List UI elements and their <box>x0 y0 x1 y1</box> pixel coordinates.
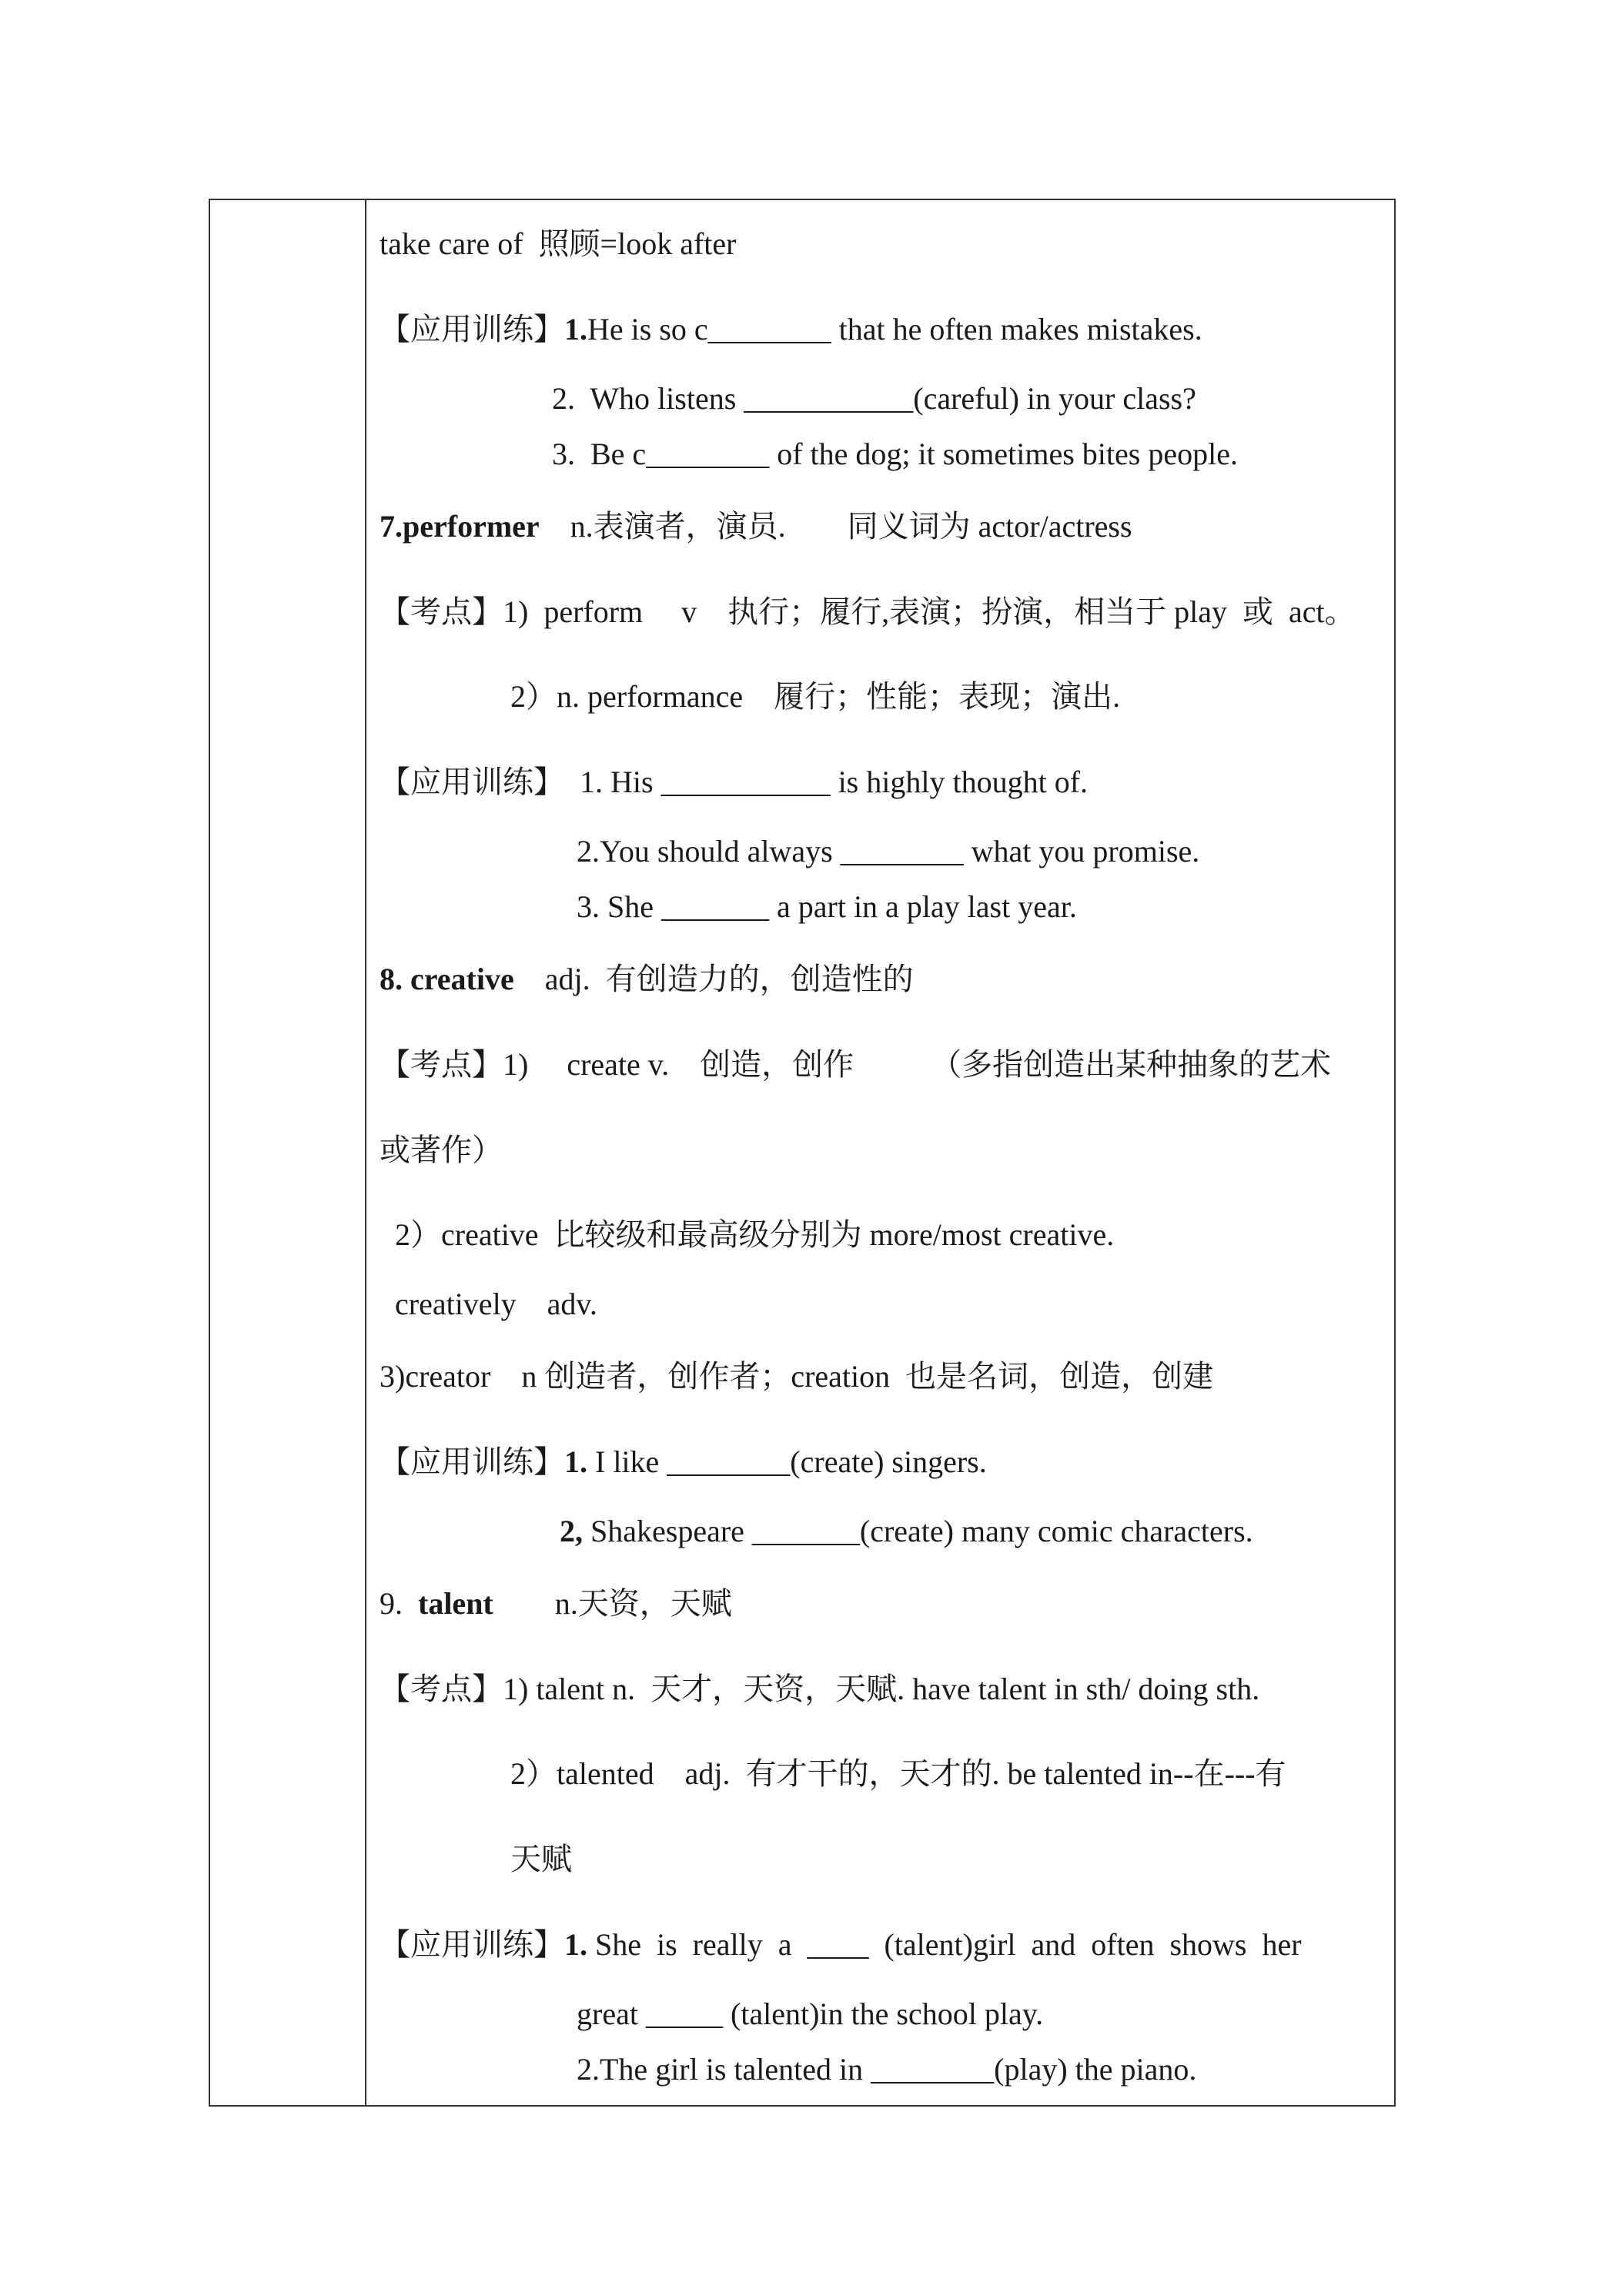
vocab-spacer <box>514 962 545 996</box>
exercise-text: Shakespeare _______(create) many comic characters. <box>583 1514 1253 1548</box>
exercise-heading: 【应用训练】 <box>380 312 564 346</box>
exercise-line: 2.You should always ________ what you promise. <box>577 834 1200 869</box>
exercise-text: I like ________(create) singers. <box>587 1444 987 1479</box>
exercise-line: great _____ (talent)in the school play. <box>577 1996 1044 2031</box>
key-point-line: creatively adv. <box>395 1287 597 1321</box>
vocab-entry-talent <box>380 1585 732 1622</box>
exercise-number: 2, <box>560 1514 583 1548</box>
key-point-line: 【考点】1) talent n. 天才，天资，天赋. have talent in sth/ doing sth. <box>380 1672 1260 1706</box>
vocab-definition: n.天资，天赋 <box>493 1586 732 1621</box>
key-point-line: 或著作） <box>380 1133 503 1167</box>
exercise-number: 1. <box>564 1927 587 1962</box>
exercise-text: She is really a ____ (talent)girl and often shows her <box>587 1927 1302 1962</box>
key-point-line: 【考点】1) perform v 执行；履行,表演；扮演，相当于 play 或 act。 <box>380 594 1356 629</box>
vocab-definition: adj. 有创造力的，创造性的 <box>544 962 914 996</box>
vocab-entry-creative <box>380 961 914 998</box>
exercise-line: 2. Who listens ___________(careful) in your class? <box>552 381 1196 416</box>
key-point-line: 【考点】1) create v. 创造，创作 （多指创造出某种抽象的艺术 <box>380 1047 1332 1082</box>
exercise-line <box>560 1513 1253 1550</box>
exercise-line: 2.The girl is talented in ________(play) the piano. <box>577 2052 1197 2087</box>
exercise-number: 1. <box>564 1444 587 1479</box>
key-point-line: 2）n. performance 履行；性能；表现；演出. <box>510 679 1121 714</box>
exercise-heading: 【应用训练】 <box>380 1927 564 1962</box>
key-point-line: 2）talented adj. 有才干的，天才的. be talented in--在---有 <box>510 1756 1286 1791</box>
exercise-line: 3. Be c________ of the dog; it sometimes bites people. <box>552 437 1238 471</box>
phrase-take-care-of: take care of 照顾=look after <box>380 226 737 261</box>
key-point-line: 天赋 <box>510 1842 572 1876</box>
exercise-text: He is so c________ that he often makes mistakes. <box>587 312 1202 346</box>
vocab-word: 7.performer <box>380 509 540 544</box>
vocab-spacer <box>540 509 570 544</box>
exercise-number: 1. <box>564 312 587 346</box>
exercise-line <box>380 1444 987 1481</box>
vocab-number: 9. <box>380 1586 418 1621</box>
column-divider <box>365 199 366 2107</box>
vocab-word: talent <box>418 1586 493 1621</box>
exercise-line <box>380 1926 1302 1963</box>
vocab-word: 8. creative <box>380 962 514 996</box>
vocab-definition: n.表演者，演员. 同义词为 actor/actress <box>570 509 1132 544</box>
key-point-line: 2）creative 比较级和最高级分别为 more/most creative. <box>395 1217 1115 1252</box>
exercise-line <box>380 311 1202 348</box>
vocab-entry-performer <box>380 508 1132 545</box>
key-point-line: 3)creator n 创造者，创作者；creation 也是名词，创造，创建 <box>380 1359 1214 1394</box>
exercise-heading: 【应用训练】 <box>380 1444 564 1479</box>
exercise-line: 3. She _______ a part in a play last year. <box>577 889 1077 924</box>
exercise-line: 【应用训练】 1. His ___________ is highly thought of. <box>380 765 1089 799</box>
